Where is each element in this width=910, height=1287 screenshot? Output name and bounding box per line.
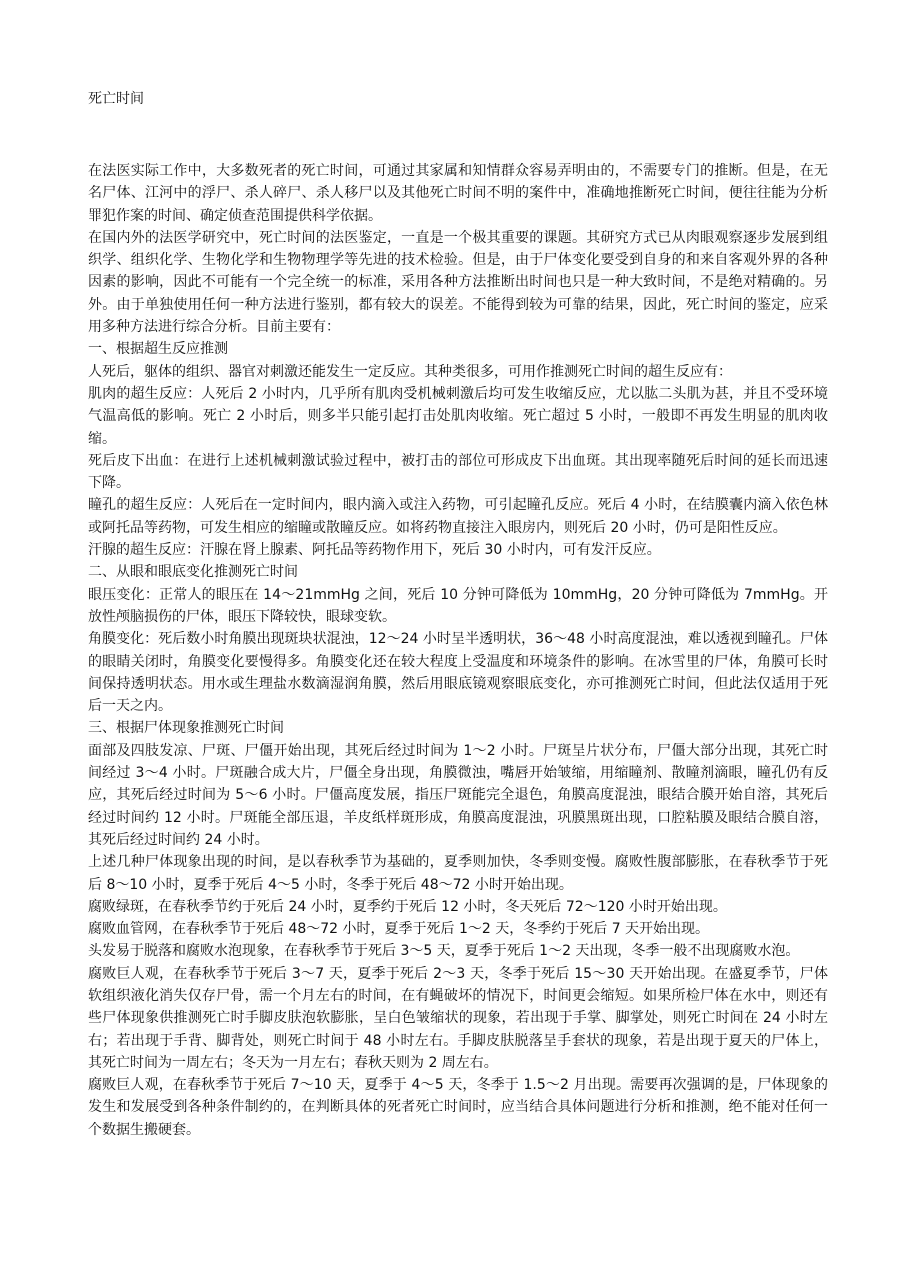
paragraph: 死后皮下出血：在进行上述机械刺激试验过程中，被打击的部位可形成皮下出血斑。其出现率随死后时间的延长而迅速下降。: [88, 452, 828, 492]
section-heading: 二、从眼和眼底变化推测死亡时间: [88, 564, 298, 581]
paragraph: 瞳孔的超生反应：人死后在一定时间内，眼内滴入或注入药物，可引起瞳孔反应。死后 4 小时，在结膜囊内滴入依色林或阿托品等药物，可发生相应的缩瞳或散瞳反应。如将药物直接注入眼房内，则死后 20 小时，仍可是阳性反应。: [88, 497, 828, 536]
paragraph: 角膜变化：死后数小时角膜出现斑块状混浊，12～24 小时呈半透明状，36～48 小时高度混浊，难以透视到瞳孔。尸体的眼睛关闭时，角膜变化要慢得多。角膜变化还在较大程度上受温度和环境条件的影响。在冰雪里的尸体，角膜可长时间保持透明状态。用水或生理盐水数滴湿润角膜，然后用眼底镜观察眼底变化，亦可推测死亡时间，但此法仅适用于死后一天之内。: [88, 631, 828, 715]
paragraph: 肌肉的超生反应：人死后 2 小时内，几乎所有肌肉受机械刺激后均可发生收缩反应，尤以肱二头肌为甚，并且不受环境气温高低的影响。死亡 2 小时后，则多半只能引起打击处肌肉收缩。死亡超过 5 小时，一般即不再发生明显的肌肉收缩。: [88, 385, 828, 447]
document-title: 死亡时间: [88, 91, 144, 107]
paragraph: 在法医实际工作中，大多数死者的死亡时间，可通过其家属和知情群众容易弄明由的，不需要专门的推断。但是，在无名尸体、江河中的浮尸、杀人碎尸、杀人移尸以及其他死亡时间不明的案件中，准确地推断死亡时间，便往往能为分析罪犯作案的时间、确定侦查范围提供科学依据。: [88, 163, 828, 224]
document-body: [88, 160, 828, 1141]
paragraph: 眼压变化：正常人的眼压在 14～21mmHg 之间，死后 10 分钟可降低为 10mmHg，20 分钟可降低为 7mmHg。开放性颅脑损伤的尸体，眼压下降较快，眼球变软。: [88, 586, 828, 625]
paragraph: 汗腺的超生反应：汗腺在肾上腺素、阿托品等药物作用下，死后 30 小时内，可有发汗反应。: [88, 542, 661, 559]
paragraph: 腐败血管网，在春秋季节于死后 48～72 小时，夏季于死后 1～2 天，冬季约于死后 7 天开始出现。: [88, 921, 710, 938]
paragraph: 面部及四肢发凉、尸斑、尸僵开始出现，其死后经过时间为 1～2 小时。尸斑呈片状分布，尸僵大部分出现，其死亡时间经过 3～4 小时。尸斑融合成大片，尸僵全身出现，角膜微浊，嘴唇开始皱缩，用缩瞳剂、散瞳剂滴眼，瞳孔仍有反应，其死后经过时间为 5～6 小时。尸僵高度发展，指压尸斑能完全退色，角膜高度混浊，眼结合膜开始自溶，其死后经过时间约 12 小时。尸斑能全部压退，羊皮纸样斑形成，角膜高度混浊，巩膜黑斑出现，口腔粘膜及眼结合膜自溶，其死后经过时间约 24 小时。: [88, 742, 828, 848]
paragraph: 上述几种尸体现象出现的时间，是以春秋季节为基础的，夏季则加快，冬季则变慢。腐败性腹部膨胀，在春秋季节于死后 8～10 小时，夏季于死后 4～5 小时，冬季于死后 48～72 小时开始出现。: [88, 854, 828, 893]
paragraph: 在国内外的法医学研究中，死亡时间的法医鉴定，一直是一个极其重要的课题。其研究方式已从肉眼观察逐步发展到组织学、组织化学、生物化学和生物物理学等先进的技术检验。但是，由于尸体变化要受到自身的和来自客观外界的各种因素的影响，因此不可能有一个完全统一的标准，采用各种方法推断出时间也只是一种大致时间，不是绝对精确的。另外。由于单独使用任何一种方法进行鉴别，都有较大的误差。不能得到较为可靠的结果，因此，死亡时间的鉴定，应采用多种方法进行综合分析。目前主要有：: [88, 229, 828, 336]
paragraph: 头发易于脱落和腐败水泡现象，在春秋季节于死后 3～5 天，夏季于死后 1～2 天出现，冬季一般不出现腐败水泡。: [88, 943, 800, 960]
paragraph: 人死后，躯体的组织、器官对刺激还能发生一定反应。其种类很多，可用作推测死亡时间的超生反应有：: [88, 363, 732, 380]
section-heading: 一、根据超生反应推测: [88, 341, 228, 358]
paragraph: 腐败巨人观，在春秋季节于死后 3～7 天，夏季于死后 2～3 天，冬季于死后 15～30 天开始出现。在盛夏季节，尸体软组织液化消失仅存尸骨，需一个月左右的时间，在有蝇破坏的情况下，时间更会缩短。如果所检尸体在水中，则还有些尸体现象供推测死亡时手脚皮肤泡软膨胀，呈白色皱缩状的现象，若出现于手掌、脚掌处，则死亡时间在 24 小时左右；若出现于手背、脚背处，则死亡时间于 48 小时左右。手脚皮肤脱落呈手套状的现象，若是出现于夏天的尸体上，其死亡时间为一周左右；冬天为一月左右；春秋天则为 2 周左右。: [88, 965, 828, 1071]
paragraph: 腐败绿斑，在春秋季节约于死后 24 小时，夏季约于死后 12 小时，冬天死后 72～120 小时开始出现。: [88, 898, 727, 915]
paragraph: 腐败巨人观，在春秋季节于死后 7～10 天，夏季于 4～5 天，冬季于 1.5～2 月出现。需要再次强调的是，尸体现象的发生和发展受到各种条件制约的，在判断具体的死者死亡时间时，应当结合具体问题进行分析和推测，绝不能对任何一个数据生搬硬套。: [88, 1077, 828, 1138]
section-heading: 三、根据尸体现象推测死亡时间: [88, 720, 284, 737]
